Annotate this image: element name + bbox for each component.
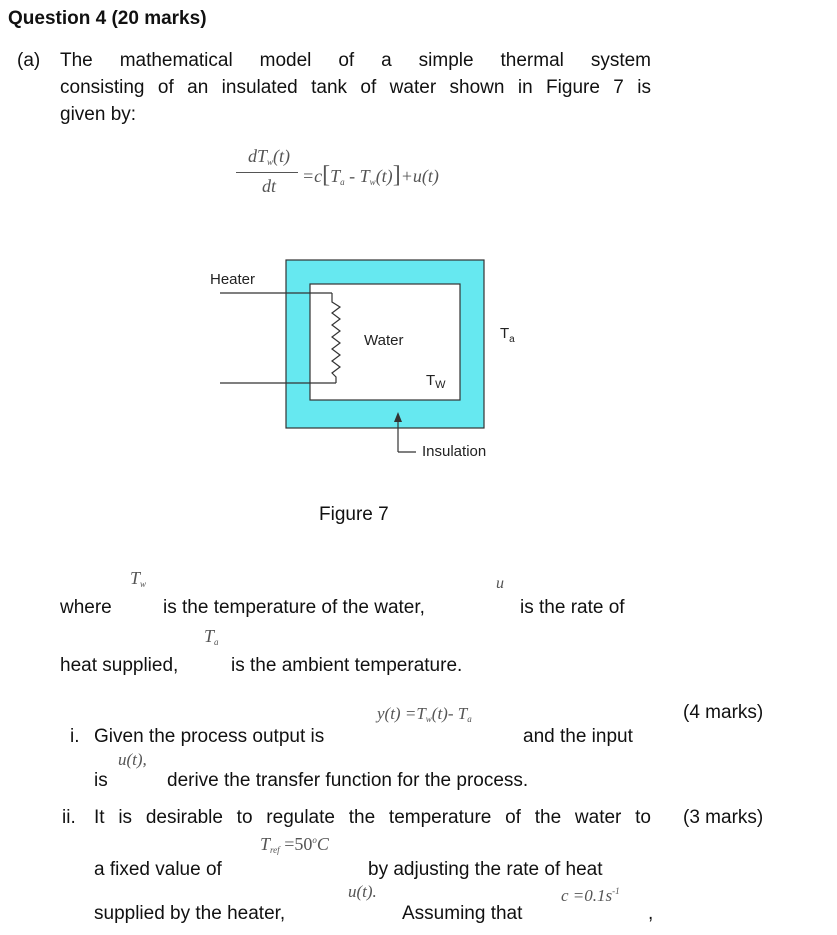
- heat-supplied-text: heat supplied,: [60, 655, 179, 676]
- tref-equation: $T_{ref} =50^oC$: [260, 834, 329, 855]
- ta-description: is the ambient temperature.: [231, 655, 463, 676]
- intro-line-3: given by:: [60, 104, 137, 125]
- marks-item-ii: (3 marks): [683, 807, 764, 828]
- item-ii-label: ii.: [62, 807, 76, 828]
- equation-denominator: dt: [261, 176, 276, 196]
- item-ii-line-1: It is desirable to regulate the temperature of the water to: [94, 807, 651, 828]
- tw-symbol: $T_w$: [130, 568, 147, 589]
- equation-numerator: $dT_w(t)$: [247, 146, 291, 167]
- tw-description: is the temperature of the water,: [163, 597, 425, 618]
- item-ii-line-3a: supplied by the heater,: [94, 903, 286, 924]
- intro-line-1: The mathematical model of a simple thermal system: [60, 50, 651, 71]
- item-i-label: i.: [70, 726, 80, 747]
- intro-line-2: consisting of an insulated tank of water shown in Figure 7 is: [60, 77, 651, 98]
- question-title: Question 4 (20 marks): [8, 8, 207, 29]
- item-ii-line-2b: by adjusting the rate of heat: [368, 859, 603, 880]
- fraction-bar: [236, 172, 298, 173]
- u-symbol: u: [496, 575, 504, 592]
- output-equation: $y(t) =T_w(t)-$ $T_a$: [377, 704, 472, 724]
- c-value: $c =0.1s^{-1}$: [561, 886, 620, 905]
- item-i-task: derive the transfer function for the process.: [167, 770, 529, 791]
- where-word: where: [60, 597, 112, 618]
- ut-symbol: u(t).: [348, 882, 377, 901]
- water-label: Water: [364, 332, 404, 349]
- input-symbol: u(t),: [118, 750, 147, 769]
- item-i-text-b: and the input: [523, 726, 633, 747]
- u-description: is the rate of: [520, 597, 625, 618]
- item-ii-line-3-end: ,: [648, 903, 654, 924]
- insulation-label: Insulation: [422, 443, 487, 460]
- item-i-text-a: Given the process output is: [94, 726, 325, 747]
- item-ii-line-3b: Assuming that: [402, 903, 523, 924]
- ta-symbol: $T_a$: [204, 626, 219, 647]
- ta-label: $T_a$: [500, 325, 515, 345]
- heater-label: Heater: [210, 271, 256, 288]
- equation-rhs: $=c[T_a - T_w(t)]+u(t)$: [302, 162, 439, 188]
- item-ii-line-2a: a fixed value of: [94, 859, 222, 880]
- figure-7: [200, 250, 520, 470]
- tw-label: $T_W$: [426, 372, 446, 391]
- item-i-is: is: [94, 770, 108, 791]
- part-label: (a): [17, 50, 41, 71]
- marks-item-i: (4 marks): [683, 702, 764, 723]
- figure-caption: Figure 7: [319, 504, 389, 525]
